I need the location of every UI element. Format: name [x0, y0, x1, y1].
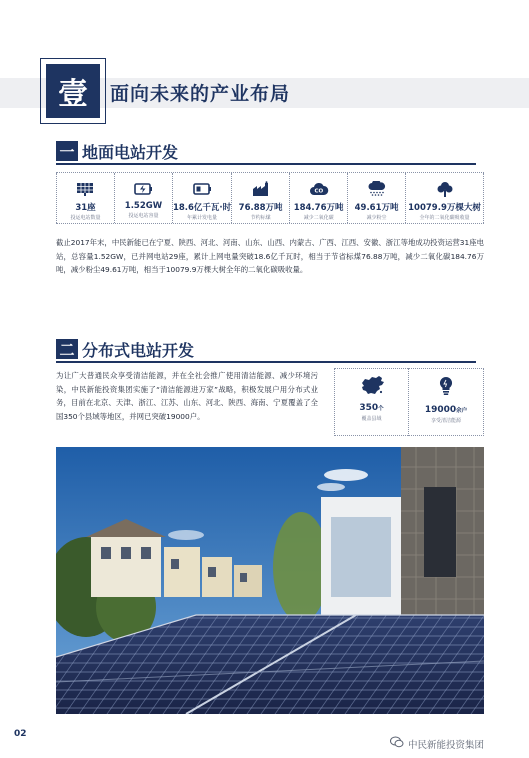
stat-label: 全年的二氧化碳吸收量 [419, 215, 470, 221]
solar-panel-icon [74, 180, 96, 198]
stat-co2 [290, 173, 348, 223]
watermark [390, 736, 484, 751]
section-1-rule [56, 163, 476, 165]
chapter-title: 面向未来的产业布局 [110, 83, 291, 105]
dist-label: 覆盖县域 [361, 416, 382, 422]
factory-icon [250, 180, 272, 198]
stat-label: 投运电站数量 [70, 215, 101, 221]
stat-value: 184.76万吨 [293, 203, 344, 213]
battery-icon [191, 180, 213, 198]
dist-value: 350个 [359, 403, 384, 413]
dist-stat-households [408, 368, 484, 436]
stat-value: 18.6亿千瓦·时 [172, 203, 232, 213]
chapter-number-badge: 壹 [46, 64, 100, 118]
stat-value: 1.52GW [124, 201, 163, 211]
stat-trees [406, 173, 484, 223]
section-2-title: 分布式电站开发 [82, 341, 195, 360]
page-number: 02 [14, 729, 27, 739]
section-2-paragraph: 为让广大普通民众享受清洁能源，并在全社会推广使用清洁能源、减少环境污染，中民新能投资集团实施了“清洁能源进万家”战略，积极发展户用分布式业务，目前在北京、天津、浙江、江苏、山东、河北、陕西、海南、宁夏覆盖了全国350个县域等地区，并网已突破19000户。 [56, 371, 318, 421]
stat-value: 10079.9万棵大树 [408, 203, 481, 213]
section-2-rule [56, 361, 476, 363]
stat-label: 节约标煤 [250, 215, 271, 221]
tree-icon [434, 180, 456, 198]
china-map-icon [359, 375, 385, 399]
section-2-number: 二 [56, 339, 78, 359]
section-1-paragraph: 截止2017年末，中民新能已在宁夏、陕西、河北、河南、山东、山西、内蒙古、广西、江西、安徽、浙江等地成功投资运营31座电站，总容量1.52GW，已并网电站29座，累计上网电量突破18.6亿千瓦时，相当于节省标煤76.88万吨，减少二氧化碳184.76万吨，减少粉尘49.61万吨，相当于10079.9万棵大树全年的二氧化碳吸收量。 [56, 238, 484, 274]
stat-label: 年累计发电量 [187, 215, 218, 221]
dust-cloud-icon [366, 180, 388, 198]
stat-coal [232, 173, 290, 223]
stat-generation [173, 173, 232, 223]
stat-dust [348, 173, 406, 223]
stats-row [56, 172, 484, 224]
dist-stat-counties [334, 368, 408, 436]
lightbulb-icon [436, 375, 456, 401]
dist-value: 19000余户 [424, 405, 468, 415]
stat-stations [56, 173, 115, 223]
stat-value: 49.61万吨 [354, 203, 399, 213]
stat-label: 减少二氧化碳 [303, 215, 334, 221]
stat-capacity [115, 173, 173, 223]
battery-charge-icon [132, 180, 154, 198]
wechat-icon [390, 736, 404, 751]
co2-cloud-icon [308, 180, 330, 198]
watermark-text: 中民新能投资集团 [408, 739, 485, 751]
dist-label: 享受清洁能源 [430, 418, 461, 424]
svg-text:CO: CO [314, 188, 323, 194]
section-1-number: 一 [56, 141, 78, 161]
stat-label: 投运电站容量 [128, 213, 159, 219]
stat-label: 减少粉尘 [366, 215, 387, 221]
rooftop-solar-photo [56, 447, 484, 714]
stat-value: 31座 [75, 203, 96, 213]
stat-value: 76.88万吨 [238, 203, 283, 213]
section-1-title: 地面电站开发 [82, 143, 179, 162]
